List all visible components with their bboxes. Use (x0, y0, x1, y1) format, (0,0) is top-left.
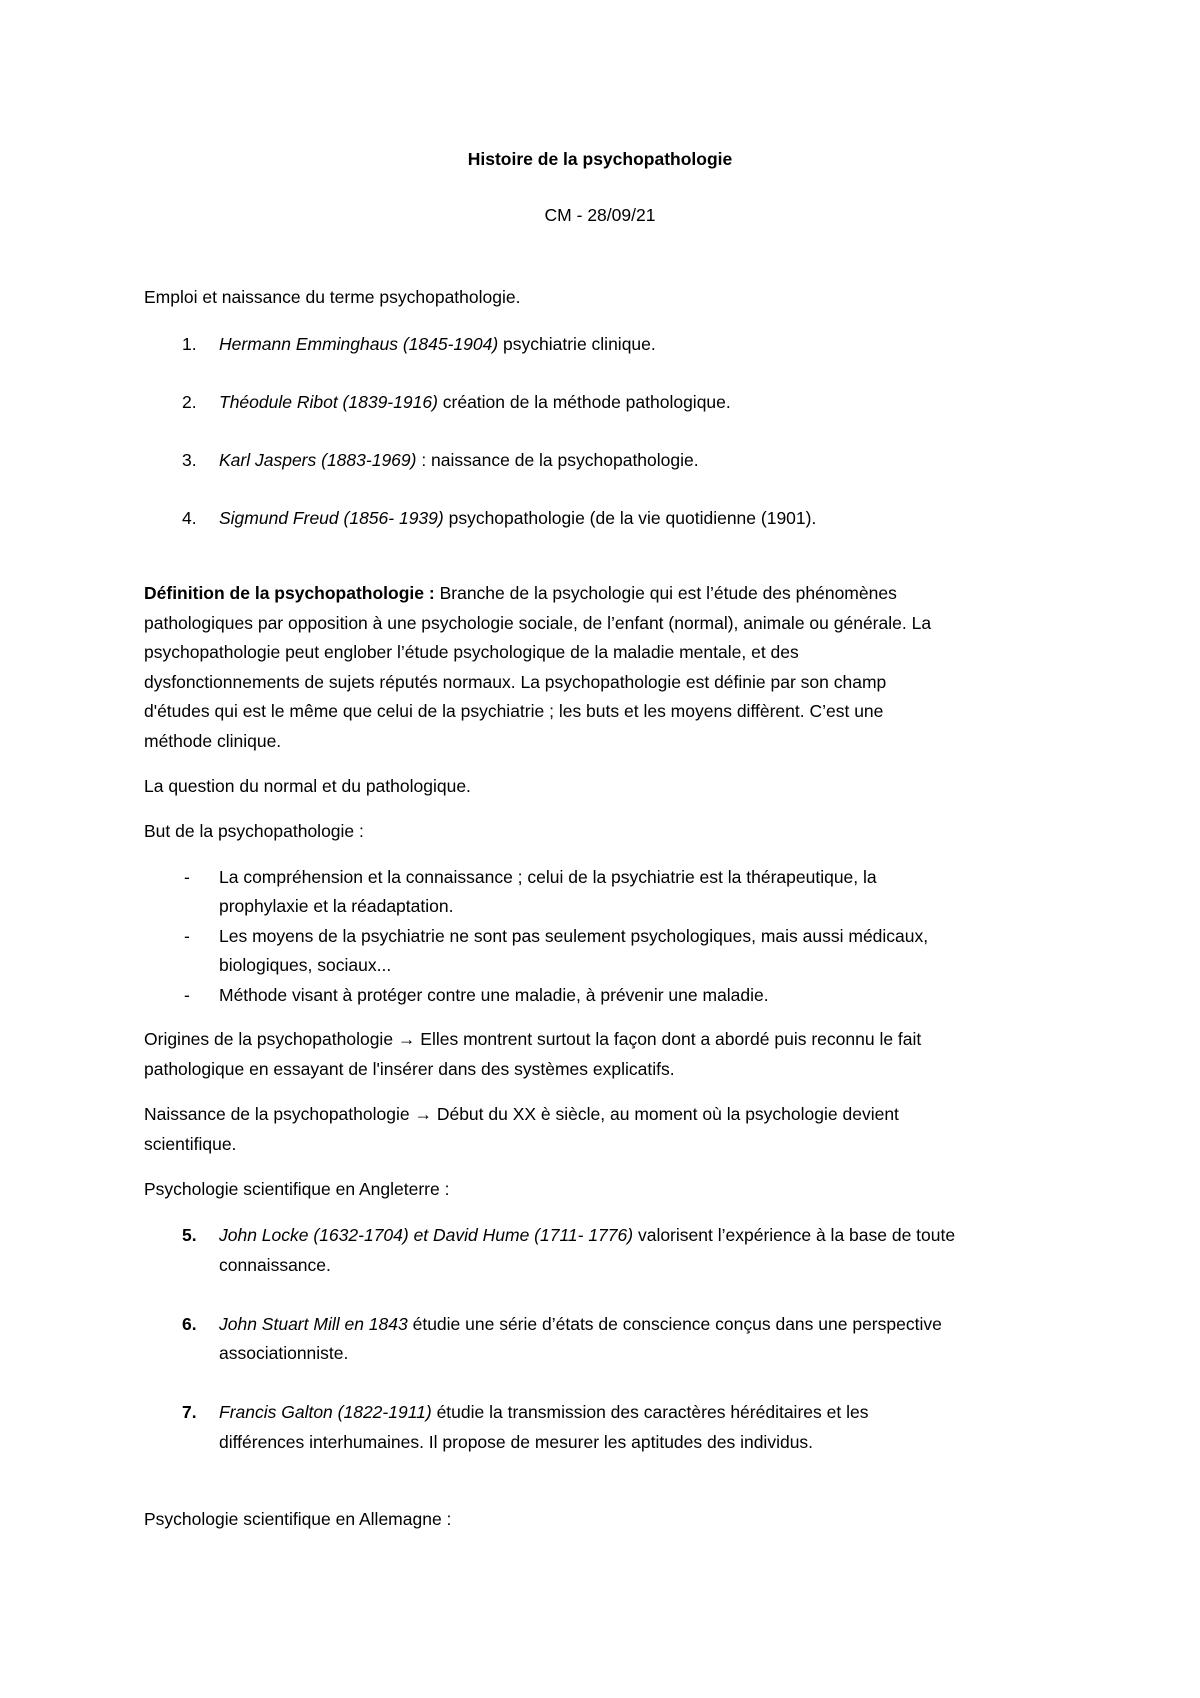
section-heading-angleterre: Psychologie scientifique en Angleterre : (144, 1179, 450, 1199)
list-number: 1. (182, 334, 197, 354)
bullet-dash: - (184, 985, 190, 1005)
page-title: Histoire de la psychopathologie (467, 149, 733, 169)
list-number: 2. (182, 392, 197, 412)
page-subtitle: CM - 28/09/21 (544, 205, 656, 225)
definition-line: psychopathologie peut englober l’étude psychologique de la maladie mentale, et des (144, 642, 799, 662)
item-text: : naissance de la psychopathologie. (416, 450, 699, 470)
definition-term: Définition de la psychopathologie : (144, 583, 435, 603)
list-item-continuation: associationniste. (219, 1343, 349, 1363)
list-item (219, 505, 816, 531)
list-item (219, 1399, 868, 1425)
item-text: psychopathologie (de la vie quotidienne (1901). (443, 508, 817, 528)
author-name: John Stuart Mill en 1843 (219, 1314, 408, 1334)
item-text: étudie une série d’états de conscience conçus dans une perspective (407, 1314, 942, 1334)
list-number: 4. (182, 508, 197, 528)
origines-line: Origines de la psychopathologie → Elles montrent surtout la façon dont a abordé puis reconnu le fait (144, 1029, 922, 1049)
item-text: valorisent l’expérience à la base de toute (633, 1225, 956, 1245)
author-name: Francis Galton (1822-1911) (219, 1402, 432, 1422)
author-name: Hermann Emminghaus (1845-1904) (219, 334, 499, 354)
definition-line: méthode clinique. (144, 731, 282, 751)
list-item (219, 389, 731, 415)
list-item (219, 1311, 942, 1337)
author-name: Théodule Ribot (1839-1916) (219, 392, 438, 412)
question-paragraph: La question du normal et du pathologique. (144, 776, 471, 796)
bullet-line: La compréhension et la connaissance ; celui de la psychiatrie est la thérapeutique, la (219, 867, 877, 887)
item-text: psychiatrie clinique. (498, 334, 656, 354)
author-name: Sigmund Freud (1856- 1939) (219, 508, 444, 528)
arrow-right-icon: → (397, 1029, 416, 1049)
origines-line: pathologique en essayant de l'insérer dans des systèmes explicatifs. (144, 1059, 675, 1079)
section-heading-allemagne: Psychologie scientifique en Allemagne : (144, 1509, 452, 1529)
bullet-line: biologiques, sociaux... (219, 955, 392, 975)
bullet-dash: - (184, 867, 190, 887)
list-item-continuation: différences interhumaines. Il propose de mesurer les aptitudes des individus. (219, 1432, 814, 1452)
naissance-line: Naissance de la psychopathologie → Début du XX è siècle, au moment où la psychologie devient (144, 1104, 899, 1124)
list-number: 7. (182, 1402, 197, 1422)
definition-line: pathologiques par opposition à une psychologie sociale, de l’enfant (normal), animale ou générale. La (144, 613, 932, 633)
list-item (219, 1222, 955, 1248)
section-heading-emploi: Emploi et naissance du terme psychopathologie. (144, 287, 521, 307)
definition-line: Définition de la psychopathologie : Branche de la psychologie qui est l’étude des phénomènes (144, 583, 897, 603)
bullet-line: prophylaxie et la réadaptation. (219, 896, 454, 916)
list-number: 3. (182, 450, 197, 470)
bullet-dash: - (184, 926, 190, 946)
author-name: John Locke (1632-1704) et David Hume (1711- 1776) (219, 1225, 634, 1245)
bullet-line: Les moyens de la psychiatrie ne sont pas seulement psychologiques, mais aussi médicaux, (219, 926, 929, 946)
item-text: création de la méthode pathologique. (437, 392, 731, 412)
definition-line: dysfonctionnements de sujets réputés normaux. La psychopathologie est définie par son champ (144, 672, 887, 692)
list-item-continuation: connaissance. (219, 1255, 331, 1275)
naissance-line: scientifique. (144, 1134, 237, 1154)
list-number: 5. (182, 1225, 197, 1245)
definition-line: d'études qui est le même que celui de la psychiatrie ; les buts et les moyens diffèrent. C’est une (144, 701, 884, 721)
author-name: Karl Jaspers (1883-1969) (219, 450, 417, 470)
list-item (219, 447, 699, 473)
list-number: 6. (182, 1314, 197, 1334)
item-text: étudie la transmission des caractères héréditaires et les (431, 1402, 869, 1422)
arrow-right-icon: → (414, 1104, 432, 1124)
bullet-line: Méthode visant à protéger contre une maladie, à prévenir une maladie. (219, 985, 769, 1005)
list-item (219, 331, 656, 357)
but-heading: But de la psychopathologie : (144, 821, 364, 841)
